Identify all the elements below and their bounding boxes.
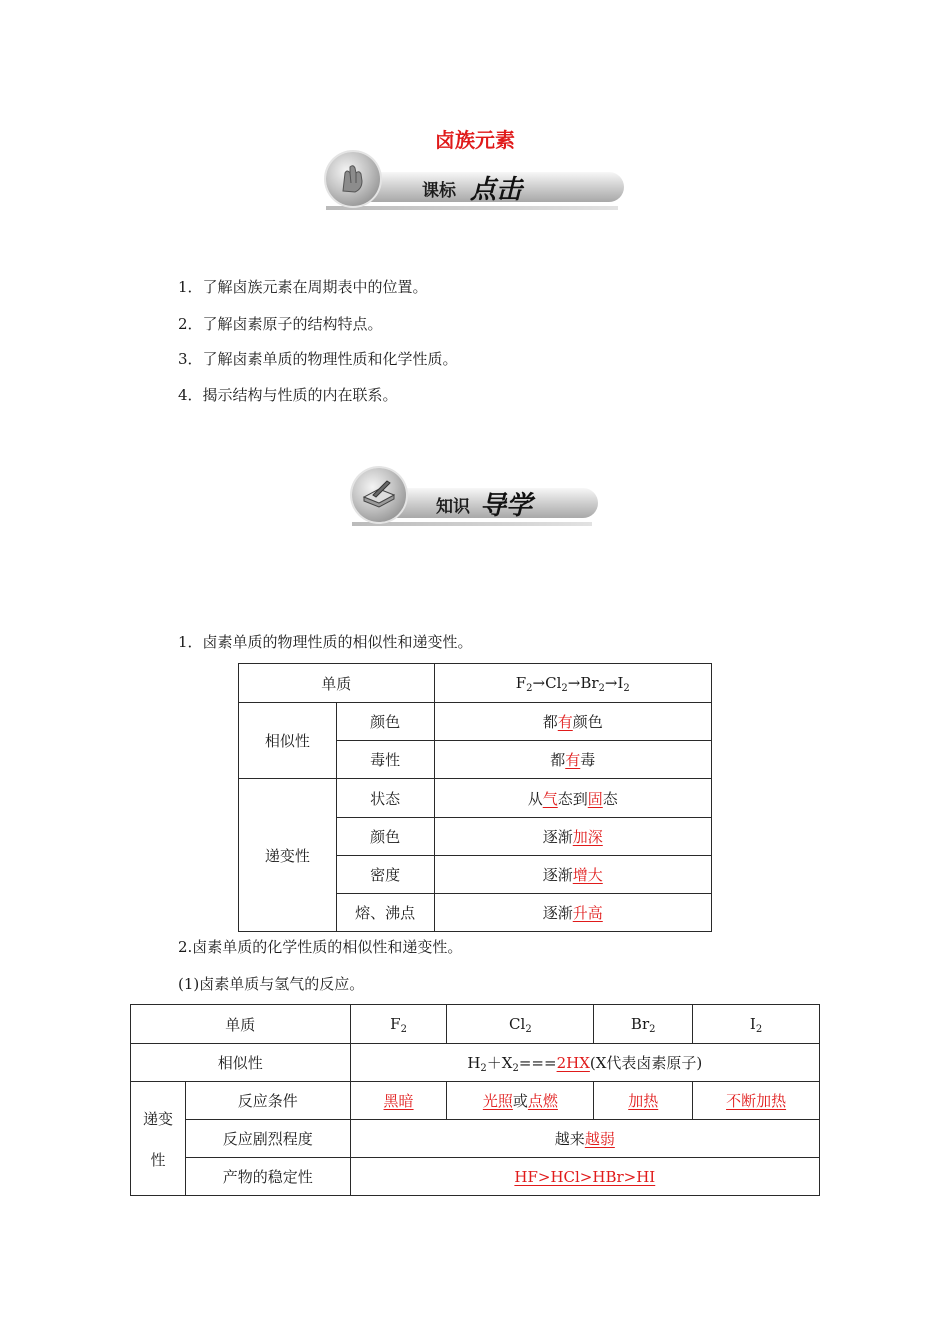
value-text: 逐渐 bbox=[542, 904, 573, 922]
table-row bbox=[131, 1120, 820, 1158]
banner-knowledge-guide bbox=[352, 468, 598, 526]
property-cell: 状态 bbox=[336, 779, 434, 818]
gradation-label bbox=[131, 1082, 186, 1196]
value-text: 毒 bbox=[580, 751, 596, 769]
subscript: 2 bbox=[598, 683, 605, 694]
formula-text: ＋X bbox=[486, 1054, 513, 1072]
book-icon bbox=[352, 468, 406, 522]
hand-icon bbox=[326, 152, 380, 206]
answer-text: 光照 bbox=[482, 1092, 513, 1110]
answer-text: 黑暗 bbox=[383, 1092, 414, 1110]
value-text: 都 bbox=[542, 713, 558, 731]
value-text: 逐渐 bbox=[542, 828, 573, 846]
subscript: 2 bbox=[526, 683, 533, 694]
value-cell bbox=[434, 856, 711, 894]
table-row bbox=[131, 1158, 820, 1196]
subscript: 2 bbox=[755, 1024, 763, 1035]
banner-big-text: 导学 bbox=[480, 491, 533, 521]
value-cell bbox=[434, 741, 711, 779]
banner-baseline bbox=[352, 522, 592, 526]
property-cell: 密度 bbox=[336, 856, 434, 894]
subscript: 2 bbox=[649, 1024, 656, 1035]
subscript: 2 bbox=[561, 683, 568, 694]
gradation-text: 性 bbox=[150, 1150, 166, 1169]
formula-text: Cl bbox=[545, 674, 562, 692]
formula-text: I bbox=[617, 674, 624, 692]
subscript: 2 bbox=[400, 1024, 407, 1035]
section-1-heading: 1．卤素单质的物理性质的相似性和递变性。 bbox=[178, 633, 473, 651]
value-text: 颜色 bbox=[572, 713, 603, 731]
answer-text: 不断加热 bbox=[726, 1092, 787, 1110]
equals-glyph: === bbox=[518, 1054, 557, 1072]
table-row bbox=[239, 664, 712, 703]
answer-text: 加深 bbox=[572, 828, 603, 846]
value-cell bbox=[434, 703, 711, 741]
arrow-glyph: → bbox=[604, 674, 618, 692]
arrow-glyph: → bbox=[532, 674, 546, 692]
table-row bbox=[239, 703, 712, 741]
answer-text: 越弱 bbox=[584, 1130, 615, 1148]
physical-properties-table bbox=[238, 663, 712, 932]
header-cell: 单质 bbox=[239, 664, 435, 703]
condition-cell bbox=[447, 1082, 594, 1120]
property-cell: 产物的稳定性 bbox=[185, 1158, 350, 1196]
formula-text: I bbox=[749, 1015, 756, 1033]
equation-cell bbox=[350, 1044, 819, 1082]
header-cell: 单质 bbox=[131, 1005, 351, 1044]
section-2-1-heading: (1)卤素单质与氢气的反应。 bbox=[178, 975, 365, 993]
table-row bbox=[131, 1005, 820, 1044]
element-header bbox=[350, 1005, 447, 1044]
gradation-text: 递变 bbox=[142, 1109, 173, 1128]
formula-text: Br bbox=[580, 674, 599, 692]
value-cell bbox=[434, 779, 711, 818]
value-cell bbox=[350, 1120, 819, 1158]
section-2-heading: 2.卤素单质的化学性质的相似性和递变性。 bbox=[178, 938, 463, 956]
note-text: (X代表卤素原子) bbox=[589, 1054, 703, 1072]
condition-cell bbox=[693, 1082, 820, 1120]
arrow-glyph: → bbox=[567, 674, 581, 692]
value-cell bbox=[350, 1158, 819, 1196]
value-cell bbox=[434, 818, 711, 856]
banner-small-text: 知识 bbox=[436, 497, 470, 517]
property-cell: 毒性 bbox=[336, 741, 434, 779]
subscript: 2 bbox=[623, 683, 630, 694]
element-header bbox=[693, 1005, 820, 1044]
objective-3: 3．了解卤素单质的物理性质和化学性质。 bbox=[178, 350, 458, 368]
formula-text: F bbox=[515, 674, 527, 692]
property-cell: 颜色 bbox=[336, 703, 434, 741]
header-series-cell bbox=[434, 664, 711, 703]
answer-text: 加热 bbox=[628, 1092, 659, 1110]
page-title: 卤族元素 bbox=[435, 128, 515, 152]
subscript: 2 bbox=[512, 1063, 519, 1074]
banner-baseline bbox=[326, 206, 618, 210]
value-cell bbox=[434, 894, 711, 932]
answer-text: 有 bbox=[565, 751, 581, 769]
answer-text: 2HX bbox=[556, 1054, 590, 1072]
table-row bbox=[239, 779, 712, 818]
banner-course-standards bbox=[326, 152, 624, 210]
formula-text: F bbox=[390, 1015, 401, 1033]
condition-cell bbox=[350, 1082, 447, 1120]
property-cell: 颜色 bbox=[336, 818, 434, 856]
property-cell: 反应条件 bbox=[185, 1082, 350, 1120]
banner-big-text: 点击 bbox=[470, 175, 523, 205]
objective-4: 4．揭示结构与性质的内在联系。 bbox=[178, 386, 398, 404]
subscript: 2 bbox=[525, 1024, 532, 1035]
banner-small-text: 课标 bbox=[422, 181, 456, 201]
value-text: 越来 bbox=[554, 1130, 585, 1148]
objective-1: 1．了解卤族元素在周期表中的位置。 bbox=[178, 278, 428, 296]
condition-cell bbox=[594, 1082, 693, 1120]
value-text: 态 bbox=[602, 789, 618, 808]
formula-text: Br bbox=[630, 1015, 650, 1033]
value-text: 逐渐 bbox=[542, 866, 573, 884]
property-cell: 熔、沸点 bbox=[336, 894, 434, 932]
subscript: 2 bbox=[480, 1063, 487, 1074]
answer-text: 点燃 bbox=[527, 1092, 558, 1110]
similarity-label: 相似性 bbox=[131, 1044, 351, 1082]
answer-text: 气 bbox=[542, 789, 558, 808]
value-text: 态到 bbox=[557, 789, 588, 808]
property-cell: 反应剧烈程度 bbox=[185, 1120, 350, 1158]
element-header bbox=[594, 1005, 693, 1044]
element-header bbox=[447, 1005, 594, 1044]
formula-text: H bbox=[467, 1054, 481, 1072]
objective-2: 2．了解卤素原子的结构特点。 bbox=[178, 315, 383, 333]
value-text: 或 bbox=[512, 1092, 528, 1110]
value-text: 都 bbox=[550, 751, 566, 769]
gradation-label: 递变性 bbox=[239, 779, 337, 932]
table-row bbox=[131, 1044, 820, 1082]
table-row bbox=[131, 1082, 820, 1120]
similarity-label: 相似性 bbox=[239, 703, 337, 779]
hydrogen-reaction-table bbox=[130, 1004, 820, 1196]
answer-text: 增大 bbox=[572, 866, 603, 884]
answer-text: 固 bbox=[587, 789, 603, 808]
formula-text: Cl bbox=[509, 1015, 526, 1033]
answer-text: HF>HCl>HBr>HI bbox=[514, 1167, 656, 1186]
answer-text: 有 bbox=[557, 713, 573, 731]
value-text: 从 bbox=[527, 789, 543, 808]
answer-text: 升高 bbox=[572, 904, 603, 922]
